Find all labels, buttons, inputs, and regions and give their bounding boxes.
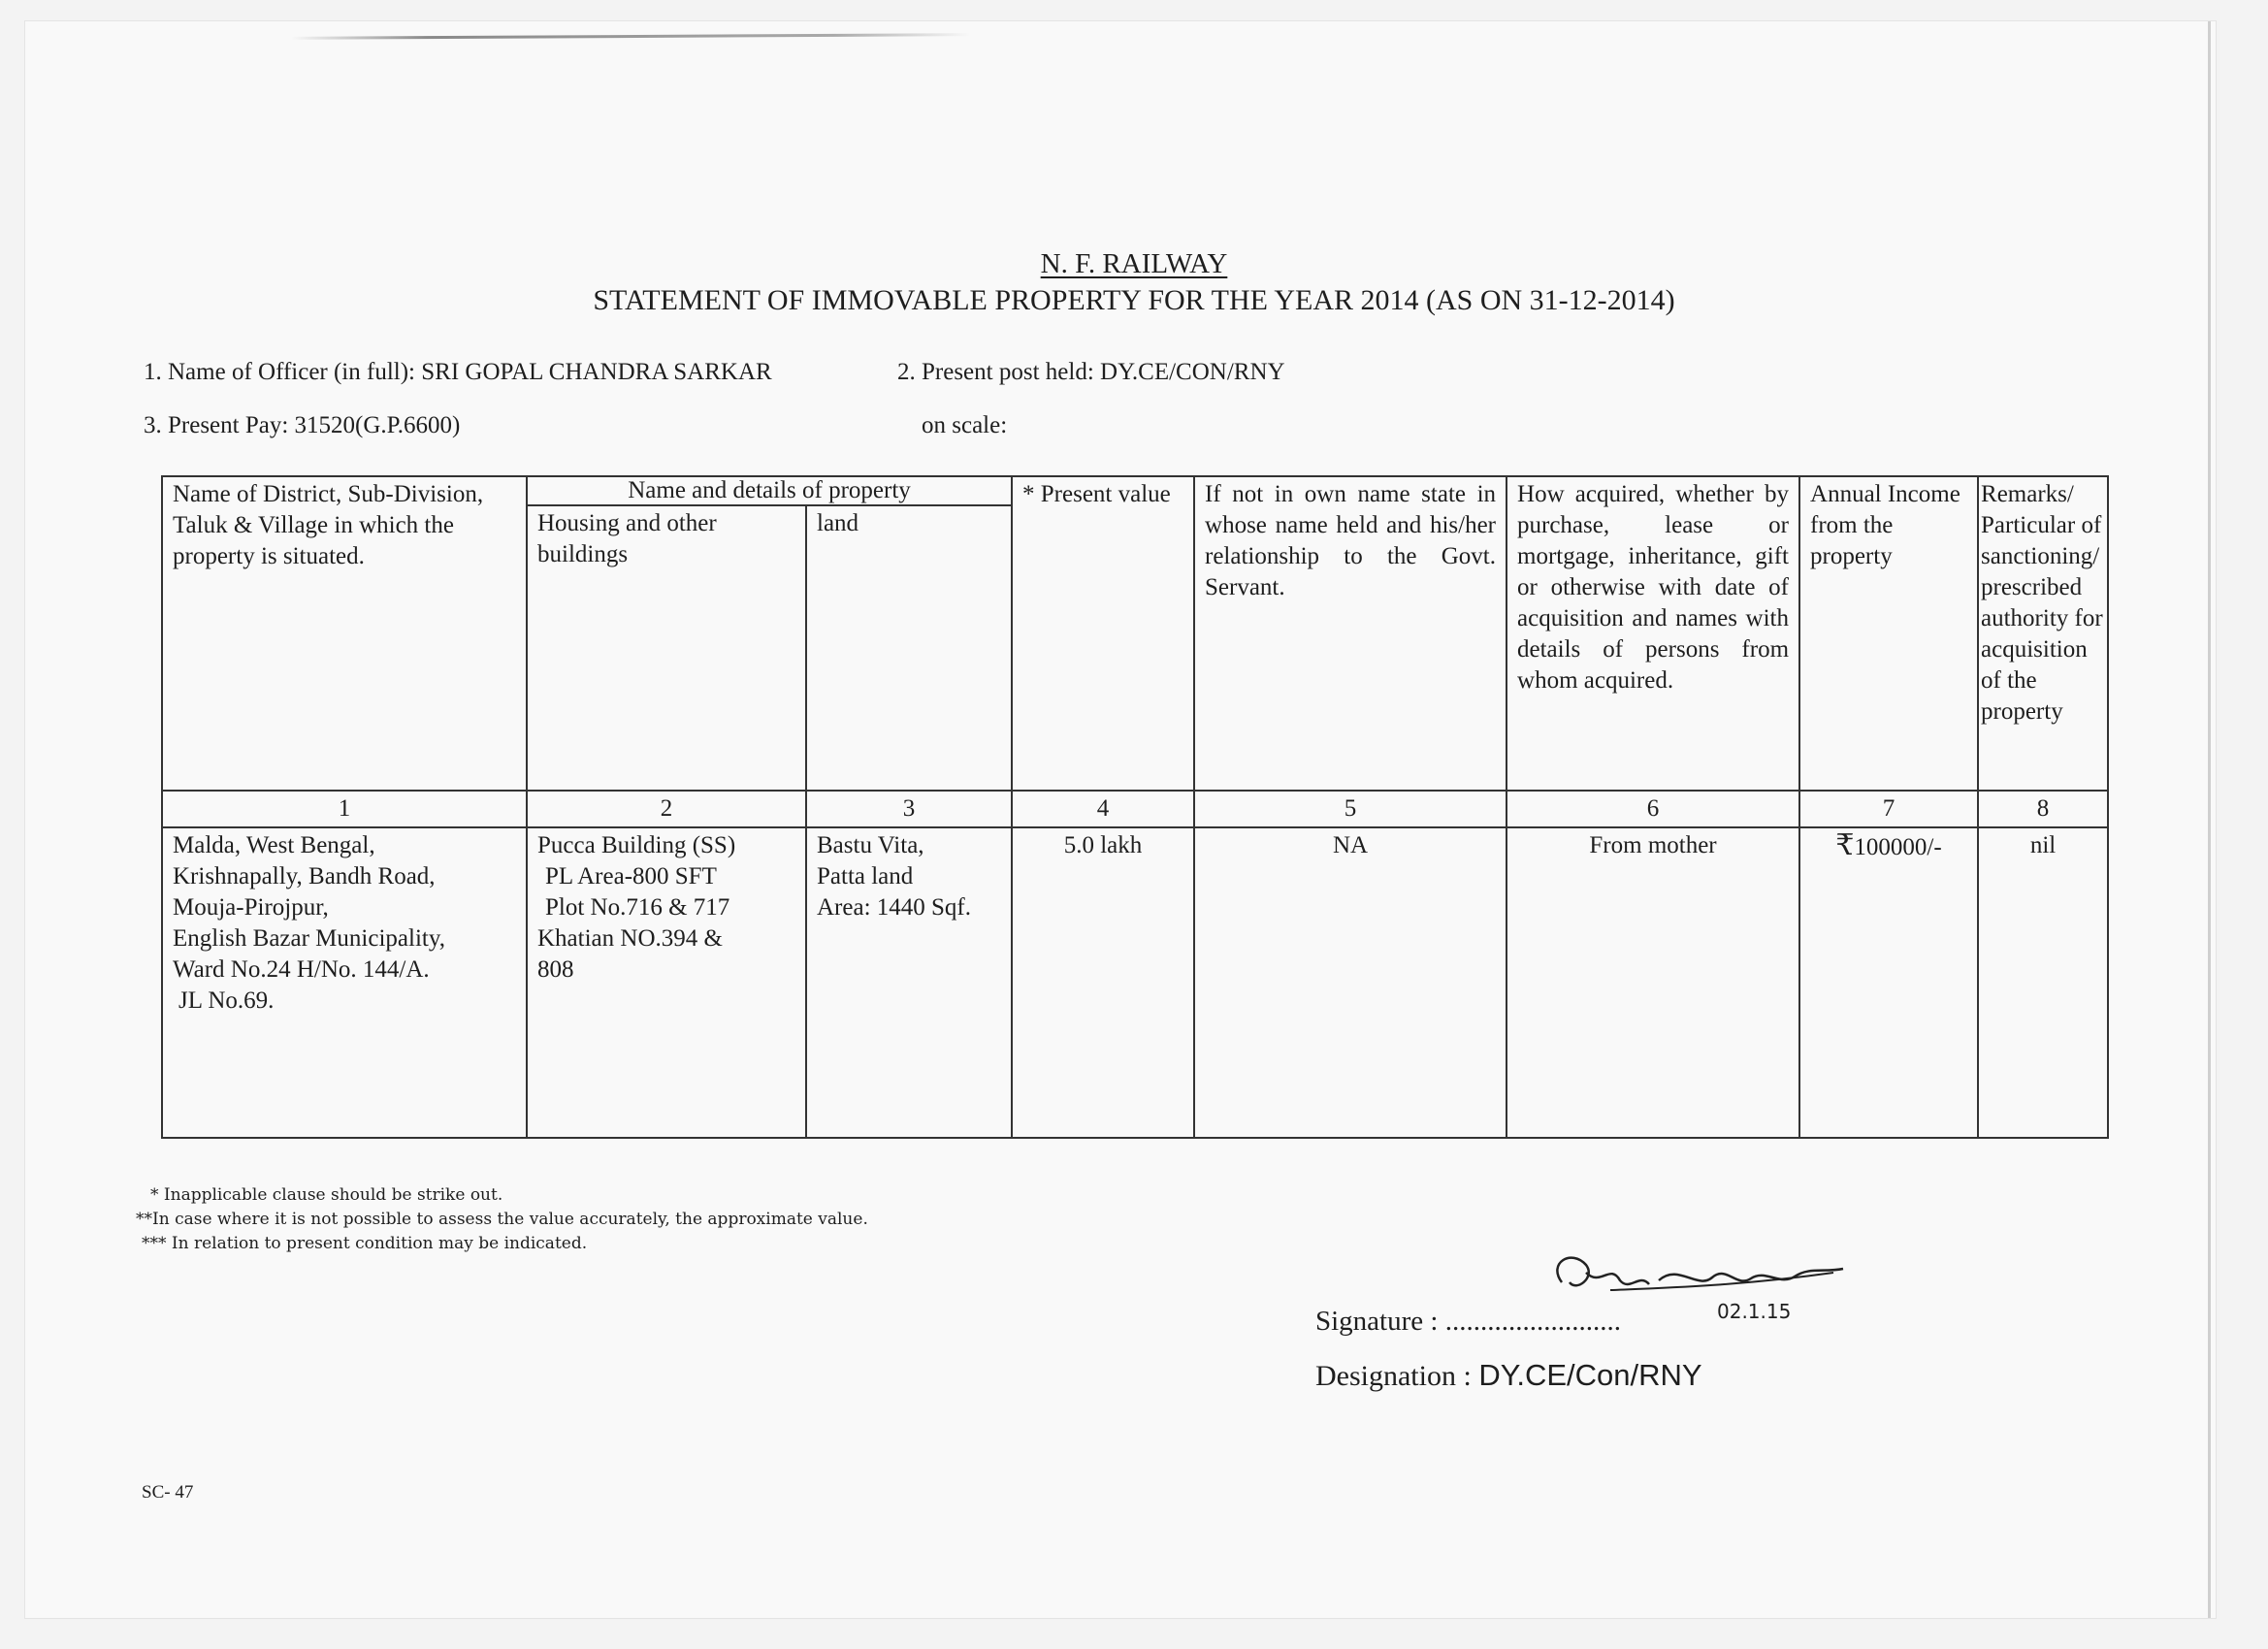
designation-value: DY.CE/Con/RNY <box>1478 1358 1702 1392</box>
present-post-field <box>897 359 1285 386</box>
column-number: 4 <box>1012 791 1194 827</box>
district-line: Mouja-Pirojpur, <box>173 894 329 921</box>
header-housing: Housing and other buildings <box>527 505 806 791</box>
cell-district <box>162 827 527 1138</box>
column-number: 1 <box>162 791 527 827</box>
signature-date: 02.1.15 <box>1717 1300 1792 1323</box>
housing-line: Pucca Building (SS) <box>537 832 736 858</box>
present-post-label: 2. Present post held: <box>897 359 1094 385</box>
present-post-value: DY.CE/CON/RNY <box>1100 359 1285 385</box>
header-land: land <box>806 505 1012 791</box>
form-code: SC- 47 <box>142 1482 194 1503</box>
district-line: Malda, West Bengal, <box>173 832 375 858</box>
header-present-value: * Present value <box>1012 476 1194 791</box>
scale-label: on scale: <box>922 412 1008 438</box>
housing-line: Plot No.716 & 717 <box>545 894 730 921</box>
column-number: 2 <box>527 791 806 827</box>
present-pay-label: 3. Present Pay: <box>144 412 289 438</box>
property-row <box>162 827 2108 1138</box>
header-own-name: If not in own name state in whose name held and his/her relationship to the Govt. Servant. <box>1194 476 1507 791</box>
header-annual-income: Annual Income from the property <box>1799 476 1978 791</box>
land-line: Bastu Vita, <box>817 832 924 858</box>
column-number-row <box>162 791 2108 827</box>
cell-remarks: nil <box>1978 827 2108 1138</box>
present-pay-field <box>144 412 460 439</box>
designation-field <box>1315 1358 1702 1393</box>
header-property-group: Name and details of property <box>527 476 1012 505</box>
officer-name-label: 1. Name of Officer (in full): <box>144 359 415 385</box>
header-row <box>162 476 2108 505</box>
officer-name-field <box>144 359 772 386</box>
land-line: Patta land <box>817 863 914 889</box>
cell-land <box>806 827 1012 1138</box>
rupee-icon: ₹ <box>1835 829 1855 861</box>
note-approximate: **In case where it is not possible to assess the value accurately, the approximate value. <box>136 1210 868 1229</box>
signature-label: Signature <box>1315 1306 1424 1337</box>
scale-field <box>922 412 1007 439</box>
annual-income-value: 100000/- <box>1854 834 1942 860</box>
column-number: 3 <box>806 791 1012 827</box>
property-table <box>161 475 2109 1139</box>
cell-annual-income <box>1799 827 1978 1138</box>
cell-present-value: 5.0 lakh <box>1012 827 1194 1138</box>
district-line: JL No.69. <box>178 987 275 1014</box>
housing-line: PL Area-800 SFT <box>545 863 717 889</box>
note-inapplicable: * Inapplicable clause should be strike out. <box>150 1185 503 1205</box>
district-line: Ward No.24 H/No. 144/A. <box>173 956 430 983</box>
cell-housing <box>527 827 806 1138</box>
statement-title: STATEMENT OF IMMOVABLE PROPERTY FOR THE YEAR 2014 (AS ON 31-12-2014) <box>593 284 1675 316</box>
officer-name-value: SRI GOPAL CHANDRA SARKAR <box>421 359 772 385</box>
designation-label: Designation : <box>1315 1360 1472 1392</box>
cell-how-acquired: From mother <box>1507 827 1799 1138</box>
column-number: 5 <box>1194 791 1507 827</box>
note-condition: *** In relation to present condition may be indicated. <box>142 1234 588 1253</box>
housing-line: Khatian NO.394 & <box>537 925 723 952</box>
signature-field <box>1315 1306 1621 1338</box>
district-line: Krishnapally, Bandh Road, <box>173 863 436 889</box>
header-remarks: Remarks/ Particular of sanctioning/ prescribed authority for acquisition of the property <box>1978 476 2108 791</box>
district-line: English Bazar Municipality, <box>173 925 445 952</box>
land-line: Area: 1440 Sqf. <box>817 894 971 921</box>
header-district: Name of District, Sub-Division, Taluk & Village in which the property is situated. <box>162 476 527 791</box>
present-pay-value: 31520(G.P.6600) <box>294 412 461 438</box>
column-number: 7 <box>1799 791 1978 827</box>
signature-dots: : ......................... <box>1430 1306 1621 1337</box>
column-number: 6 <box>1507 791 1799 827</box>
cell-own-name: NA <box>1194 827 1507 1138</box>
housing-line: 808 <box>537 956 574 983</box>
org-title: N. F. RAILWAY <box>1040 248 1228 279</box>
column-number: 8 <box>1978 791 2108 827</box>
header-how-acquired: How acquired, whether by purchase, lease or mortgage, inheritance, gift or otherwise with date of acquisition and names with details of persons from whom acquired. <box>1507 476 1799 791</box>
